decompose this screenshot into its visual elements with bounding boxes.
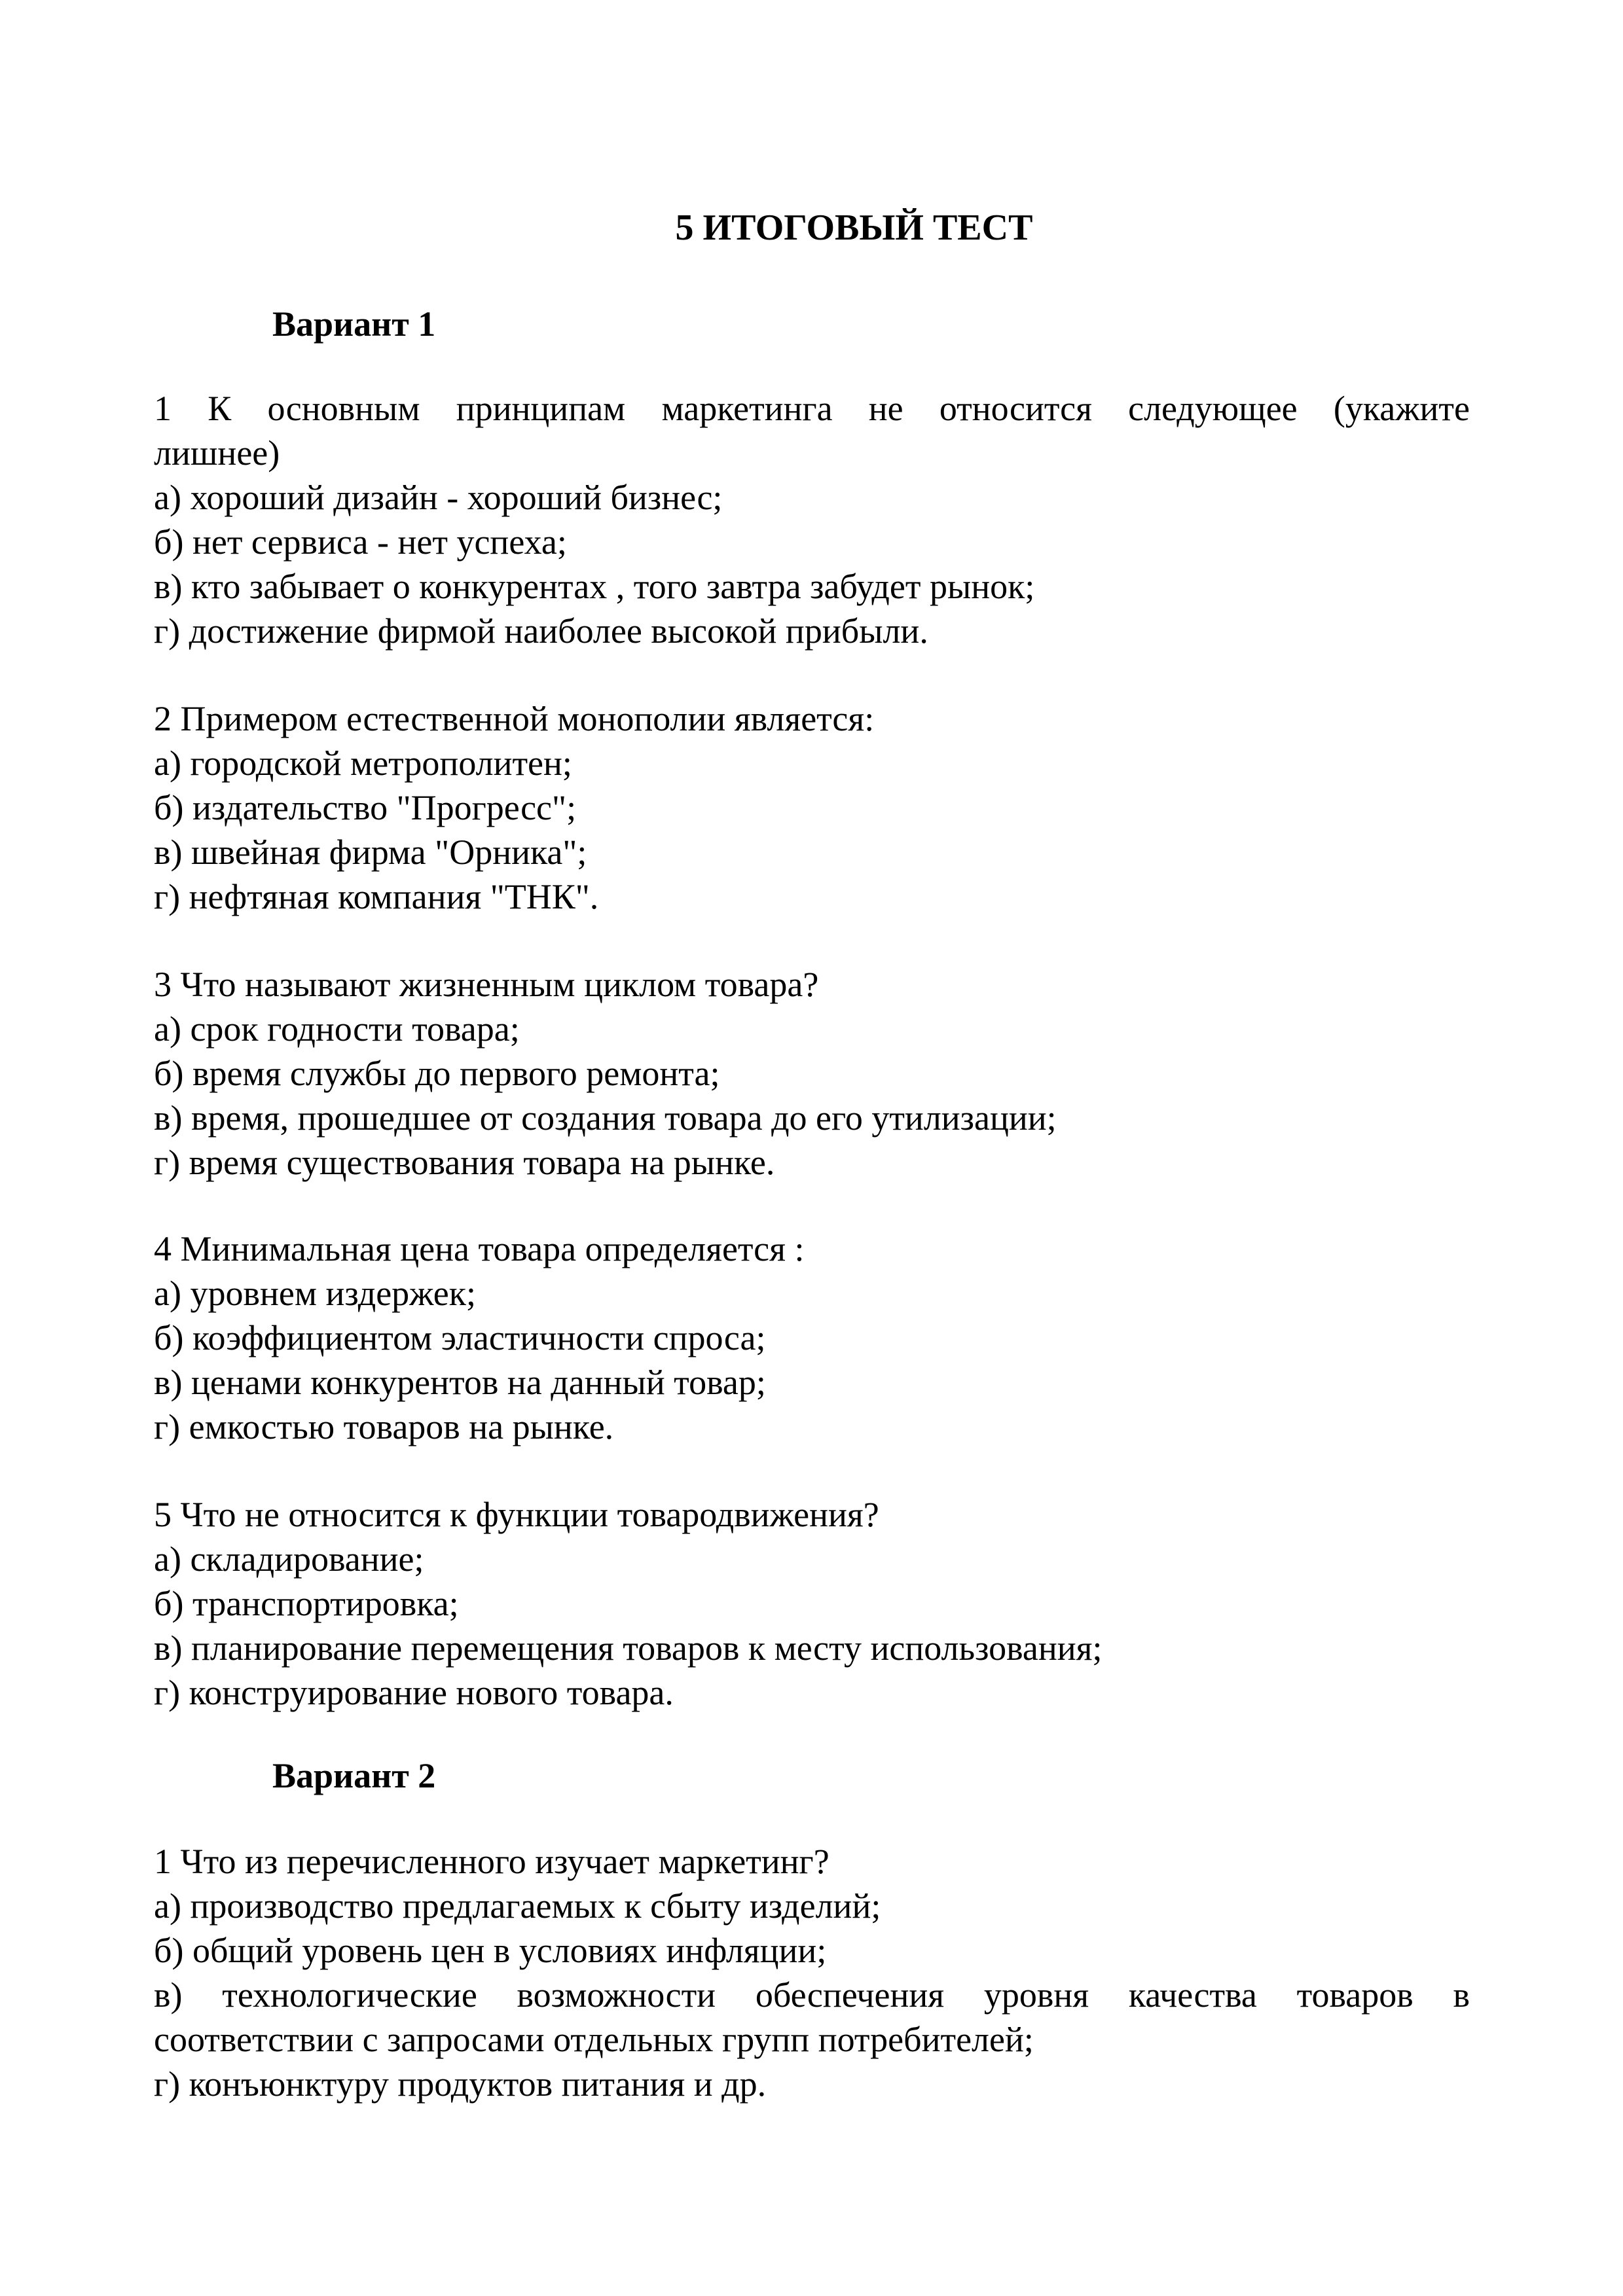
- answer-option: а) производство предлагаемых к сбыту изделий;: [154, 1886, 881, 1926]
- answer-option: б) общий уровень цен в условиях инфляции;: [154, 1931, 827, 1970]
- v1-question-1: [154, 386, 1470, 653]
- answer-option: б) транспортировка;: [154, 1584, 459, 1623]
- question-text-line: 1 Что из перечисленного изучает маркетинг?: [154, 1842, 830, 1881]
- word: 1: [154, 389, 172, 428]
- answer-option: а) складирование;: [154, 1539, 424, 1579]
- question-text-line: лишнее): [154, 433, 280, 473]
- question-text-line: 2 Примером естественной монополии является:: [154, 699, 875, 738]
- word: возможности: [517, 1975, 716, 2015]
- word: в): [154, 1975, 183, 2015]
- v1-question-3: [154, 962, 1470, 1185]
- answer-option: б) время службы до первого ремонта;: [154, 1054, 720, 1093]
- word: (укажите: [1333, 389, 1470, 428]
- answer-option: г) емкостью товаров на рынке.: [154, 1407, 614, 1446]
- word: технологические: [222, 1975, 477, 2015]
- word: принципам: [456, 389, 626, 428]
- v1-question-5: [154, 1492, 1470, 1715]
- word: товаров: [1296, 1975, 1413, 2015]
- answer-option: в) время, прошедшее от создания товара до его утилизации;: [154, 1098, 1057, 1138]
- word: основным: [267, 389, 420, 428]
- question-text-line: [154, 386, 1470, 431]
- word: не: [868, 389, 903, 428]
- answer-option: б) коэффициентом эластичности спроса;: [154, 1318, 766, 1357]
- question-text-line: 5 Что не относится к функции товародвижения?: [154, 1495, 879, 1534]
- word: К: [208, 389, 232, 428]
- answer-option-continuation: соответствии с запросами отдельных групп потребителей;: [154, 2020, 1034, 2059]
- answer-option: в) планирование перемещения товаров к месту использования;: [154, 1628, 1103, 1668]
- word: обеспечения: [755, 1975, 945, 2015]
- variant-2-heading: Вариант 2: [272, 1756, 436, 1795]
- answer-option: а) срок годности товара;: [154, 1009, 520, 1049]
- answer-option: г) время существования товара на рынке.: [154, 1143, 775, 1182]
- answer-option: в) ценами конкурентов на данный товар;: [154, 1363, 766, 1402]
- word: в: [1453, 1975, 1470, 2015]
- answer-option: а) хороший дизайн - хороший бизнес;: [154, 478, 723, 517]
- word: следующее: [1128, 389, 1298, 428]
- answer-option: г) конструирование нового товара.: [154, 1673, 674, 1712]
- page-title: 5 ИТОГОВЫЙ ТЕСТ: [675, 207, 1033, 248]
- answer-option: в) швейная фирма "Орника";: [154, 833, 587, 872]
- answer-option: а) городской метрополитен;: [154, 744, 572, 783]
- word: маркетинга: [661, 389, 833, 428]
- answer-option: г) конъюнктуру продуктов питания и др.: [154, 2064, 767, 2104]
- answer-option: а) уровнем издержек;: [154, 1274, 476, 1313]
- v1-question-2: [154, 696, 1470, 919]
- v2-question-1: [154, 1839, 1470, 2106]
- answer-option: в) кто забывает о конкурентах , того завтра забудет рынок;: [154, 567, 1035, 606]
- answer-option: б) издательство "Прогресс";: [154, 788, 577, 827]
- word: качества: [1128, 1975, 1257, 2015]
- answer-option: г) нефтяная компания "ТНК".: [154, 877, 599, 916]
- word: относится: [939, 389, 1092, 428]
- v1-question-4: [154, 1227, 1470, 1449]
- answer-option: б) нет сервиса - нет успеха;: [154, 522, 567, 562]
- question-text-line: 4 Минимальная цена товара определяется :: [154, 1229, 805, 1268]
- word: уровня: [983, 1975, 1089, 2015]
- answer-option: [154, 1973, 1470, 2017]
- variant-1-heading: Вариант 1: [272, 304, 436, 344]
- answer-option: г) достижение фирмой наиболее высокой прибыли.: [154, 611, 928, 651]
- question-text-line: 3 Что называют жизненным циклом товара?: [154, 965, 819, 1004]
